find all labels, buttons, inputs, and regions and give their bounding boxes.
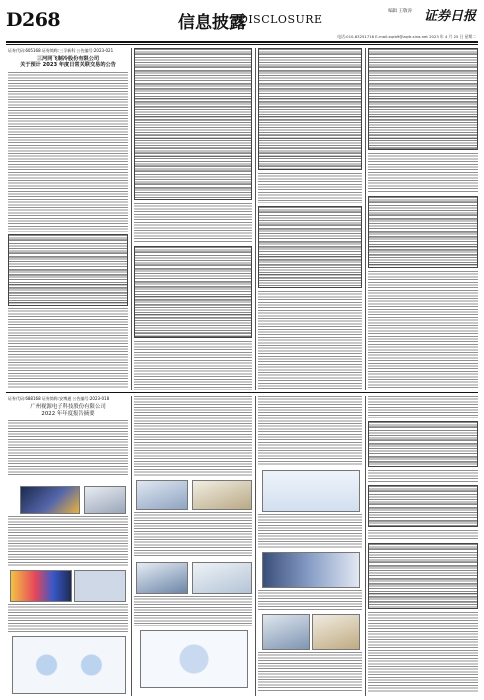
- product-image: [84, 486, 126, 514]
- product-image: [20, 486, 80, 514]
- product-image: [136, 480, 188, 510]
- article-title: 2022 年年度报告摘要: [41, 410, 95, 417]
- product-image: [192, 562, 252, 594]
- column-text: [368, 612, 478, 692]
- disclosure-table: [258, 206, 362, 288]
- column-text-block: [134, 596, 252, 626]
- column-divider: [131, 396, 132, 696]
- upper-column-4: [368, 48, 478, 390]
- column-text: [134, 596, 252, 626]
- column-text: [258, 590, 362, 610]
- column-text-block: [258, 590, 362, 610]
- column-divider: [255, 396, 256, 696]
- column-text: [368, 271, 478, 390]
- article-header: 证券代码:605168 证券简称:三孚新科 公告编号:2023-021: [8, 48, 114, 53]
- related-party-table: [8, 234, 128, 306]
- disclosure-table: [368, 48, 478, 150]
- product-image: [262, 614, 310, 650]
- article-2-text: [8, 604, 128, 632]
- disclosure-table: [134, 246, 252, 338]
- column-divider: [365, 48, 366, 390]
- product-image: [192, 480, 252, 510]
- masthead-rule-thin: [6, 44, 478, 45]
- column-divider: [365, 396, 366, 696]
- product-image: [74, 570, 126, 602]
- column-text: [134, 203, 252, 243]
- shareholder-table: [368, 543, 478, 609]
- page-number: D268: [6, 9, 61, 31]
- article-body-text-2: [8, 308, 128, 388]
- financial-table: [368, 421, 478, 467]
- upper-column-3: [258, 48, 362, 390]
- product-image: [136, 562, 188, 594]
- column-text-block: [258, 652, 362, 692]
- article-body-text: [8, 72, 128, 232]
- column-text: [134, 341, 252, 390]
- disclosure-table: [368, 196, 478, 268]
- article-company: 三河同飞制冷股份有限公司: [36, 56, 100, 62]
- masthead-right: [388, 8, 476, 24]
- diagram-image: [12, 636, 126, 694]
- column-text: [258, 291, 362, 390]
- masthead: [0, 0, 484, 44]
- column-text: [368, 396, 478, 418]
- column-text: [368, 470, 478, 482]
- upper-column-2: [134, 48, 252, 390]
- newspaper-logo: 证券日报: [423, 9, 476, 24]
- column-text: [258, 396, 362, 466]
- masthead-rule-thick: [6, 41, 478, 43]
- article-body-text: [8, 420, 128, 476]
- article-body-text: [8, 604, 128, 632]
- section-separator: [6, 392, 478, 393]
- column-text: [258, 173, 362, 203]
- article-title: 关于预计 2023 年度日常关联交易的公告: [20, 62, 116, 69]
- column-divider: [255, 48, 256, 390]
- product-image: [312, 614, 360, 650]
- column-text: [368, 153, 478, 193]
- article-body-text: [8, 516, 128, 566]
- article-1: [8, 48, 128, 388]
- column-divider: [131, 48, 132, 390]
- disclosure-table: [258, 48, 362, 170]
- column-text: [258, 652, 362, 692]
- column-text-block: [134, 512, 252, 558]
- column-text: [258, 514, 362, 548]
- section-title-english: DISCLOSURE: [239, 13, 323, 26]
- column-text: [368, 530, 478, 540]
- article-company: 广州视源电子科技股份有限公司: [30, 404, 106, 410]
- financial-table: [368, 485, 478, 527]
- article-2-text: [8, 516, 128, 566]
- column-text: [134, 396, 252, 476]
- diagram-image: [262, 470, 360, 512]
- article-header: 证券代码:688168 证券简称:安博通 公告编号:2023-018: [8, 396, 110, 401]
- disclosure-table: [134, 48, 252, 200]
- section-title: 信息披露: [178, 13, 246, 33]
- contact-line: 电话:010-83251716 E-mail:zqrb9@zqrb.sina.net 2023 年 4 月 25 日 星期二: [337, 34, 476, 39]
- product-image: [10, 570, 72, 602]
- column-text-block: [258, 514, 362, 548]
- column-text: [134, 512, 252, 558]
- diagram-image: [140, 630, 248, 688]
- lower-column-4: [368, 396, 478, 696]
- editor-credit: 编辑 王敬涛: [388, 9, 412, 14]
- product-image: [262, 552, 360, 588]
